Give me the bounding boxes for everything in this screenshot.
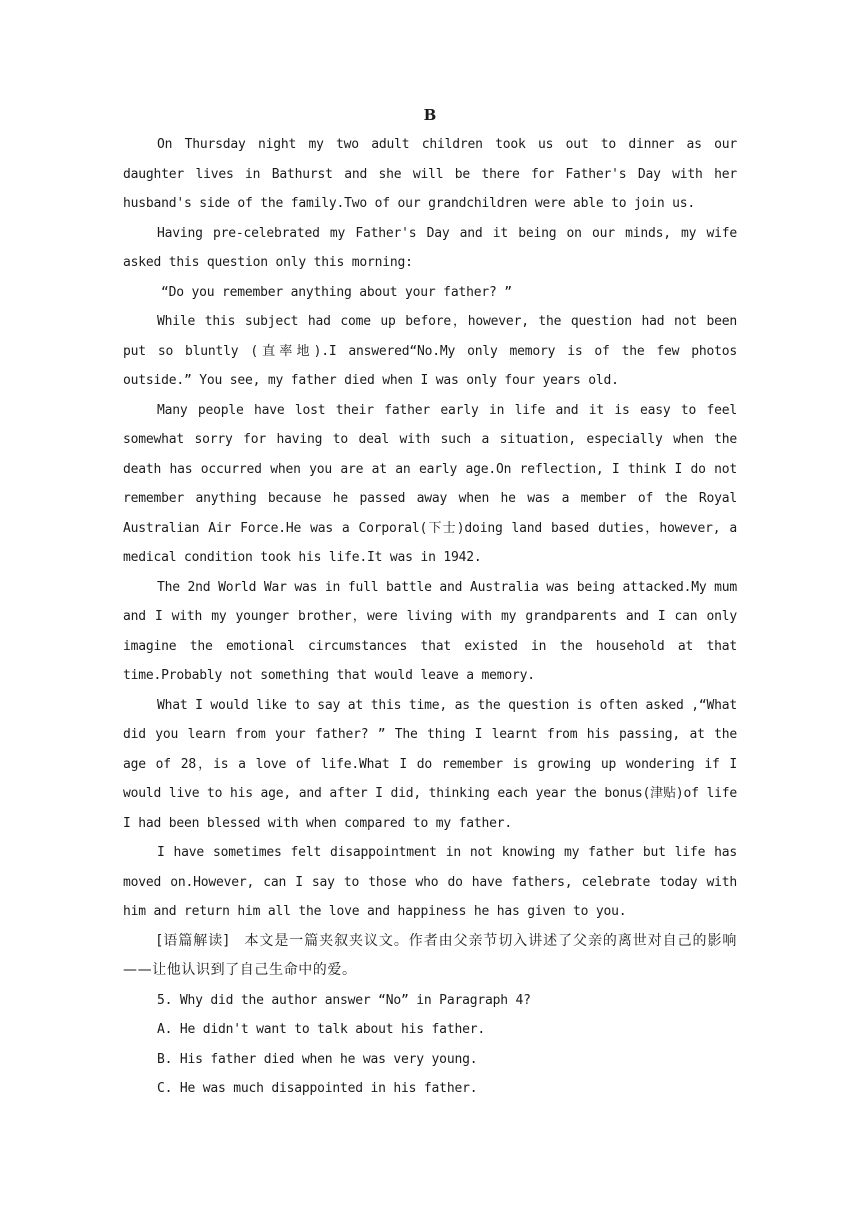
paragraph-2: Having pre-celebrated my Father's Day and it being on our minds, my wife asked this question only this morning: (123, 225, 737, 270)
paragraph-6: The 2nd World War was in full battle and Australia was being attacked.My mum and I with my younger brother，were living with my grandparents and I can only imagine the emotional circumstances that existed in the household at that time.Probably not something that would leave a memory. (123, 579, 737, 683)
document-page (123, 100, 737, 1104)
paragraph-4: While this subject had come up before，however, the question had not been put so bluntly (直率地).I answered“No.My only memory is of the few photos outside.” You see, my father died when I was only four years old. (123, 314, 737, 388)
question-stem: 5. Why did the author answer “No” in Paragraph 4? (157, 992, 531, 1008)
option-c: C. He was much disappointed in his father. (157, 1081, 478, 1096)
paragraph-7: What I would like to say at this time, as the question is often asked ,“What did you learn from your father? ” The thing I learnt from his passing, at the age of 28，is a love of life.What I do remember is growing up wondering if I would live to his age, and after I did, thinking each year the bonus(津贴)of life I had been blessed with when compared to my father. (123, 697, 737, 831)
passage-analysis: [语篇解读] 本文是一篇夹叙夹议文。作者由父亲节切入讲述了父亲的离世对自己的影响——让他认识到了自己生命中的爱。 (123, 932, 737, 978)
paragraph-1: On Thursday night my two adult children took us out to dinner as our daughter lives in Bathurst and she will be there for Father's Day with her husband's side of the family.Two of our grandchildren were able to join us. (123, 137, 737, 211)
paragraph-8: I have sometimes felt disappointment in not knowing my father but life has moved on.However, can I say to those who do have fathers, celebrate today with him and return him all the love and happiness he has given to you. (123, 845, 737, 919)
paragraph-3-quote: “Do you remember anything about your father? ” (161, 284, 512, 300)
paragraph-5: Many people have lost their father early in life and it is easy to feel somewhat sorry for having to deal with such a situation, especially when the death has occurred when you are at an early age.On reflection, I think I do not remember anything because he passed away when he was a member of the Royal Australian Air Force.He was a Corporal(下士)doing land based duties，however, a medical condition took his life.It was in 1942. (123, 402, 737, 565)
option-b: B. His father died when he was very young. (157, 1051, 478, 1067)
section-heading: B (423, 106, 437, 124)
option-a: A. He didn't want to talk about his father. (157, 1022, 485, 1037)
